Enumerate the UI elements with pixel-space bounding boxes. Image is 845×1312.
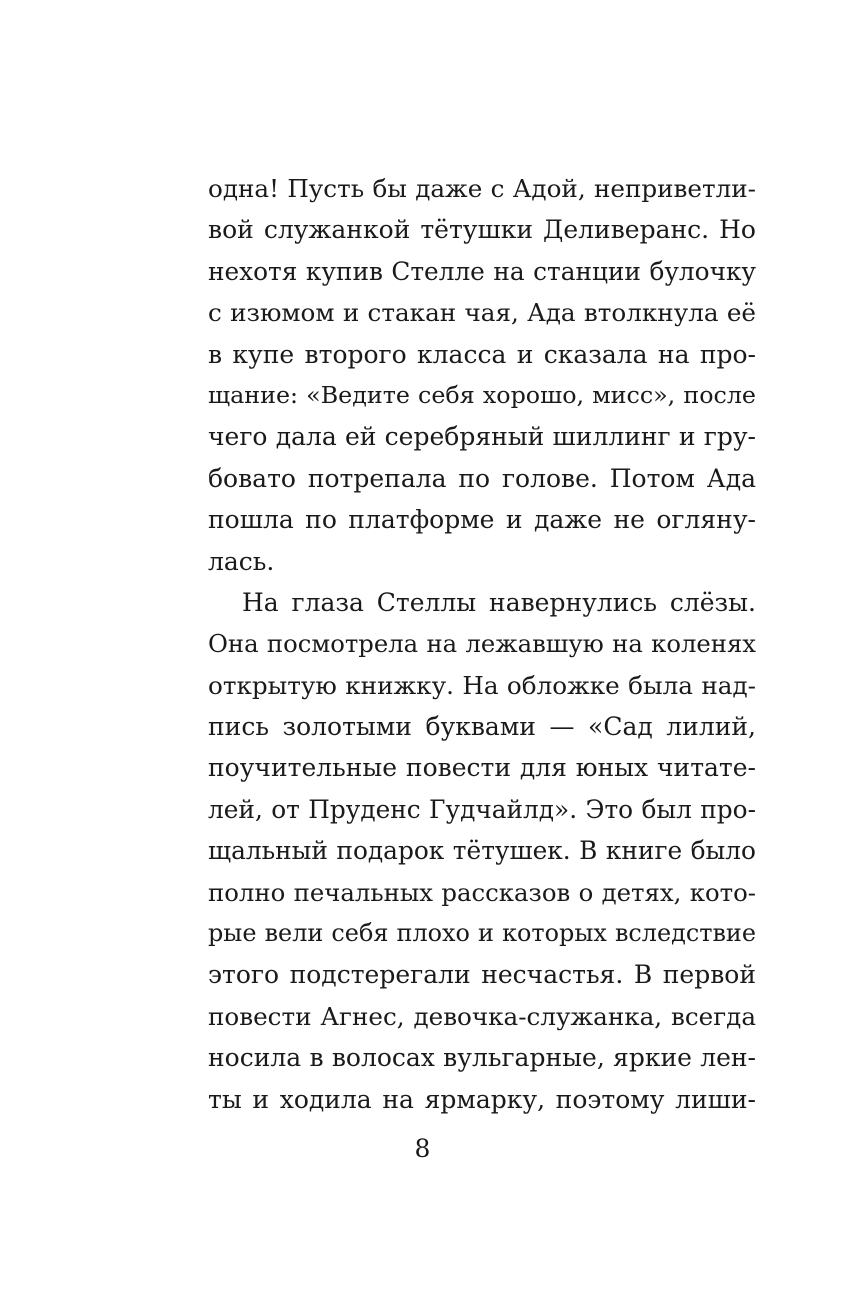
text-line: рые вели себя плохо и которых вследствие <box>208 919 756 948</box>
text-line: пошла по платформе и даже не огляну- <box>208 505 756 535</box>
text-line: чего дала ей серебряный шиллинг и гру- <box>208 422 756 452</box>
text-line: На глаза Стеллы навернулись слёзы. <box>242 587 756 617</box>
text-line: носила в волосах вульгарные, яркие лен- <box>208 1043 756 1073</box>
text-line: ты и ходила на ярмарку, поэтому лиши- <box>208 1084 756 1114</box>
text-line: бовато потрепала по голове. Потом Ада <box>208 463 756 493</box>
page-number: 8 <box>414 1134 431 1163</box>
text-line: повести Агнес, девочка-служанка, всегда <box>208 1001 756 1031</box>
text-line: лей, от Пруденс Гудчайлд». Это был про- <box>208 794 756 824</box>
text-line: нехотя купив Стелле на станции булочку <box>208 256 756 286</box>
text-line: этого подстерегали несчастья. В первой <box>208 960 756 990</box>
text-line: вой служанкой тётушки Деливеранс. Но <box>208 215 756 245</box>
text-line: полно печальных рассказов о детях, кото- <box>208 877 756 907</box>
text-line: щальный подарок тётушек. В книге было <box>208 836 756 866</box>
body-text <box>208 168 756 1120</box>
text-line: щание: «Ведите себя хорошо, мисс», после <box>208 380 756 409</box>
text-line: пись золотыми буквами — «Сад лилий, <box>208 712 756 742</box>
text-line: лась. <box>208 546 275 576</box>
paragraph-2 <box>208 582 756 1120</box>
text-line: Она посмотрела на лежавшую на коленях <box>208 629 756 659</box>
text-line: одна! Пусть бы даже с Адой, неприветли- <box>208 174 756 203</box>
text-line: в купе второго класса и сказала на про- <box>208 339 756 369</box>
text-line: открытую книжку. На обложке была над- <box>208 670 756 700</box>
paragraph-1 <box>208 168 756 582</box>
text-line: поучительные повести для юных читате- <box>208 753 756 783</box>
text-line: с изюмом и стакан чая, Ада втолкнула её <box>208 298 756 328</box>
